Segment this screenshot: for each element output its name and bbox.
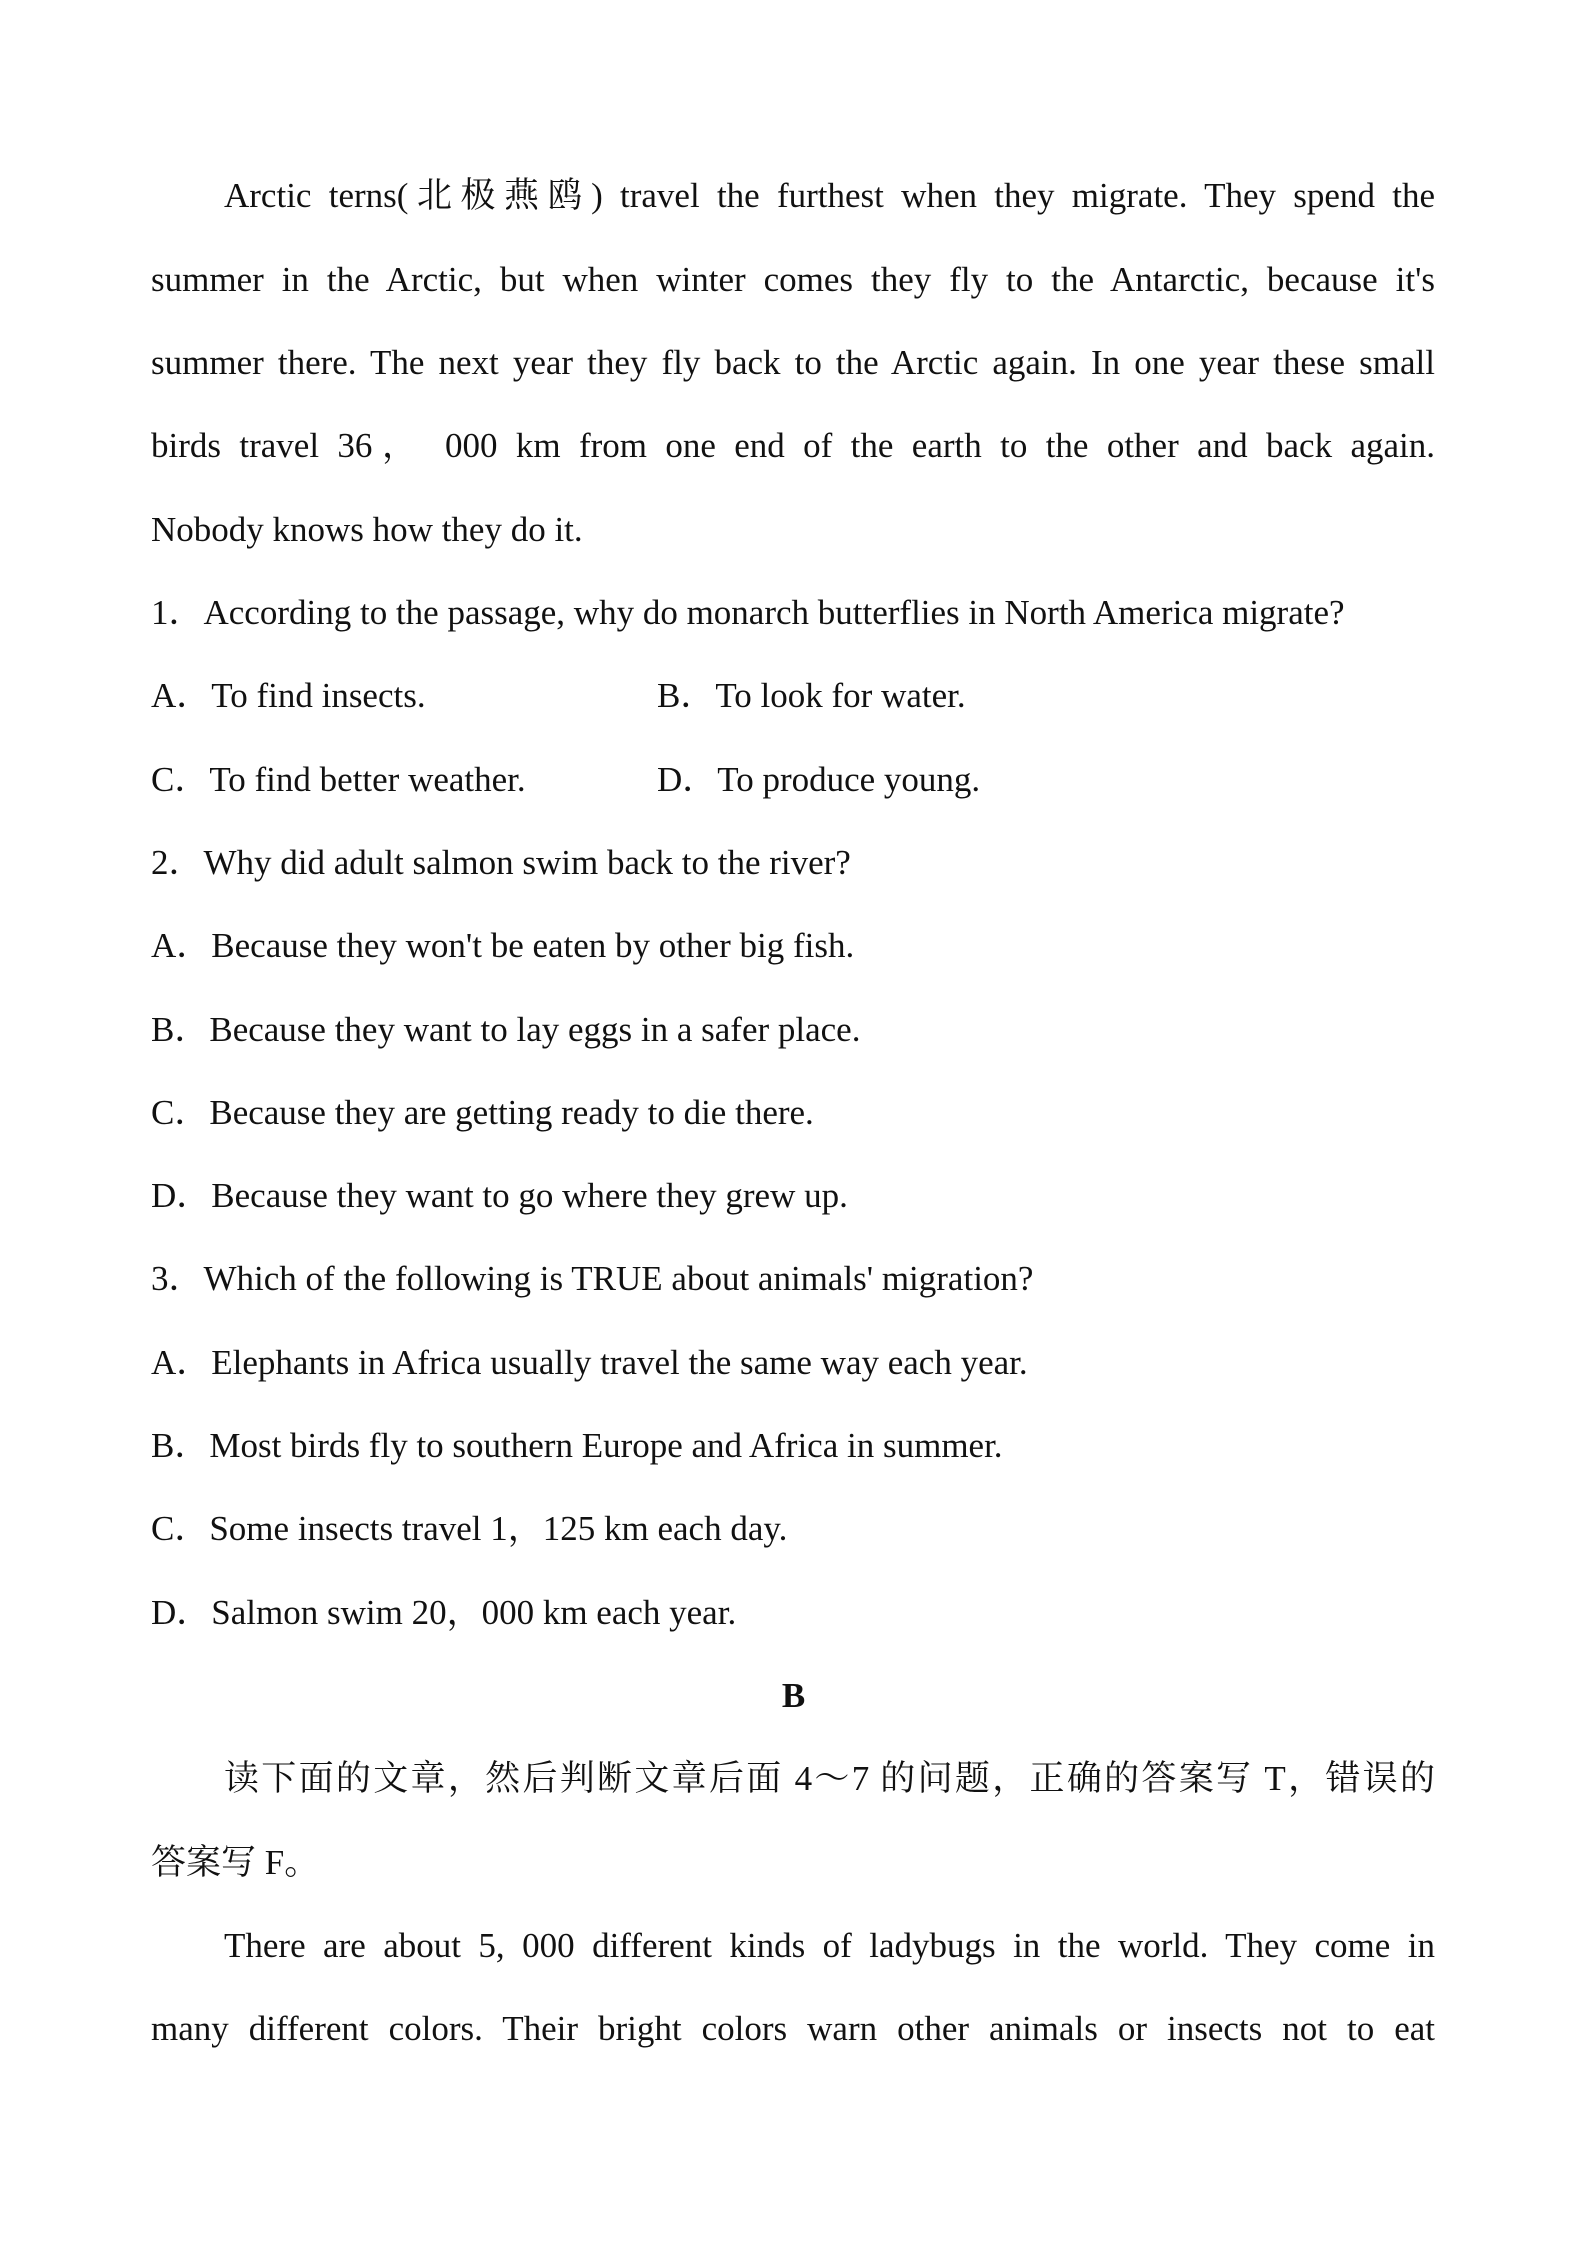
question-2-stem: 2．Why did adult salmon swim back to the river? — [151, 843, 851, 882]
question-1-option-b: B．To look for water. — [657, 676, 966, 715]
question-3-option-b: B．Most birds fly to southern Europe and Africa in summer. — [151, 1426, 1003, 1465]
passage-a-line-4: birds travel 36， 000 km from one end of the earth to the other and back again. — [151, 426, 1435, 465]
section-b-instruction-line-1: 读下面的文章，然后判断文章后面 4～7 的问题，正确的答案写 T，错误的 — [224, 1759, 1435, 1798]
question-1-option-c: C．To find better weather. — [151, 760, 526, 799]
passage-a-line-3: summer there. The next year they fly back to the Arctic again. In one year these small — [151, 343, 1435, 382]
passage-b-line-2: many different colors. Their bright colors warn other animals or insects not to eat — [151, 2009, 1435, 2048]
passage-a-line-1: Arctic terns(北极燕鸥) travel the furthest when they migrate. They spend the — [224, 176, 1435, 215]
question-1-option-d: D．To produce young. — [657, 760, 981, 799]
question-1-stem: 1．According to the passage, why do monarch butterflies in North America migrate? — [151, 593, 1345, 632]
passage-a-line-2: summer in the Arctic, but when winter comes they fly to the Antarctic, because it's — [151, 260, 1435, 299]
question-2-option-d: D．Because they want to go where they grew up. — [151, 1176, 848, 1215]
question-2-option-b: B．Because they want to lay eggs in a safer place. — [151, 1010, 861, 1049]
question-3-option-c: C．Some insects travel 1，125 km each day. — [151, 1509, 788, 1548]
question-3-option-d: D．Salmon swim 20，000 km each year. — [151, 1593, 737, 1632]
question-1-option-a: A．To find insects. — [151, 676, 426, 715]
section-b-instruction-line-2: 答案写 F。 — [151, 1843, 320, 1882]
passage-a-line-5: Nobody knows how they do it. — [151, 510, 583, 549]
section-b-heading: B — [781, 1676, 806, 1715]
passage-b-line-1: There are about 5, 000 different kinds of ladybugs in the world. They come in — [224, 1926, 1435, 1965]
question-3-option-a: A．Elephants in Africa usually travel the same way each year. — [151, 1343, 1028, 1382]
question-3-stem: 3．Which of the following is TRUE about animals' migration? — [151, 1259, 1034, 1298]
question-2-option-c: C．Because they are getting ready to die there. — [151, 1093, 814, 1132]
question-2-option-a: A．Because they won't be eaten by other big fish. — [151, 926, 855, 965]
